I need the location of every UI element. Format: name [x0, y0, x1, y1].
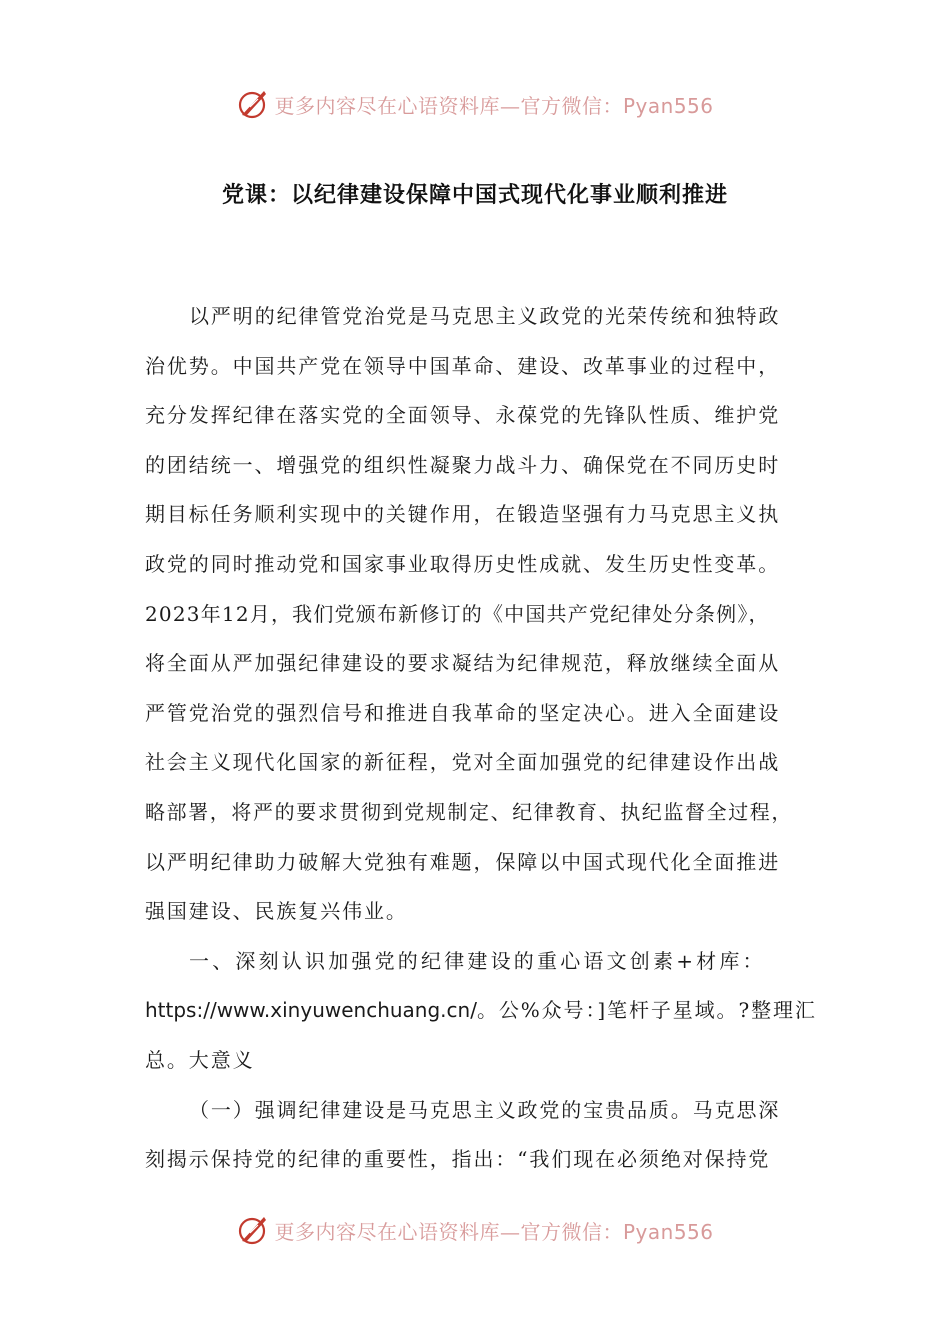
- wechat-id: Pyan556: [622, 93, 714, 118]
- text-line: 总。大意义: [145, 1047, 255, 1072]
- paragraph-3: [145, 1086, 805, 1185]
- document-title: 党课：以纪律建设保障中国式现代化事业顺利推进: [221, 183, 728, 208]
- text-line: 以严明的纪律管党治党是马克思主义政党的光荣传统和独特政: [189, 304, 781, 328]
- text-line: 一、深刻认识加强党的纪律建设的重心语文创素+材库：: [189, 948, 766, 973]
- website-link[interactable]: https://www.xinyuwenchuang.cn/: [145, 998, 477, 1023]
- text-line: 社会主义现代化国家的新征程，党对全面加强党的纪律建设作出战: [145, 750, 781, 775]
- text-line: 刻揭示保持党的纪律的重要性，指出：“我们现在必须绝对保持党: [145, 1147, 771, 1172]
- quill-pen-logo-icon: [236, 1213, 270, 1247]
- paragraph-2: [145, 937, 817, 1086]
- text-line: （一）强调纪律建设是马克思主义政党的宝贵品质。马克思深: [189, 1097, 781, 1122]
- text-line: 充分发挥纪律在落实党的全面领导、永葆党的先锋队性质、维护党: [145, 403, 781, 428]
- text-line: 的团结统一、增强党的组织性凝聚力战斗力、确保党在不同历史时: [145, 452, 781, 477]
- text-line: 期目标任务顺利实现中的关键作用，在锻造坚强有力马克思主义执: [145, 502, 781, 527]
- text-line: 强国建设、民族复兴伟业。: [145, 899, 408, 924]
- text-line-rest: 。公%众号：]笔杆子星域。?整理汇: [476, 998, 817, 1023]
- text-line: 治优势。中国共产党在领导中国革命、建设、改革事业的过程中，: [145, 353, 781, 378]
- text-line: 政党的同时推动党和国家事业取得历史性成就、发生历史性变革。: [145, 551, 781, 576]
- paragraph-1: [145, 292, 805, 937]
- text-line: 2023年12月，我们党颁布新修订的《中国共产党纪律处分条例》，: [145, 601, 770, 626]
- watermark-banner-bottom: [0, 1210, 950, 1250]
- watermark-text: 更多内容尽在心语资料库—官方微信：Pyan556: [274, 1219, 714, 1244]
- wechat-id: Pyan556: [622, 1219, 714, 1244]
- watermark-text: 更多内容尽在心语资料库—官方微信：Pyan556: [274, 93, 714, 118]
- document-body: [145, 292, 817, 1185]
- quill-pen-logo-icon: [236, 87, 270, 121]
- watermark-banner-top: [0, 84, 950, 124]
- text-line: [145, 986, 817, 1036]
- text-line: 略部署，将严的要求贯彻到党规制定、纪律教育、执纪监督全过程，: [145, 799, 793, 824]
- text-line: 严管党治党的强烈信号和推进自我革命的坚定决心。进入全面建设: [145, 700, 781, 725]
- text-line: 将全面从严加强纪律建设的要求凝结为纪律规范，释放继续全面从: [145, 651, 781, 676]
- text-line: 以严明纪律助力破解大党独有难题，保障以中国式现代化全面推进: [145, 849, 781, 874]
